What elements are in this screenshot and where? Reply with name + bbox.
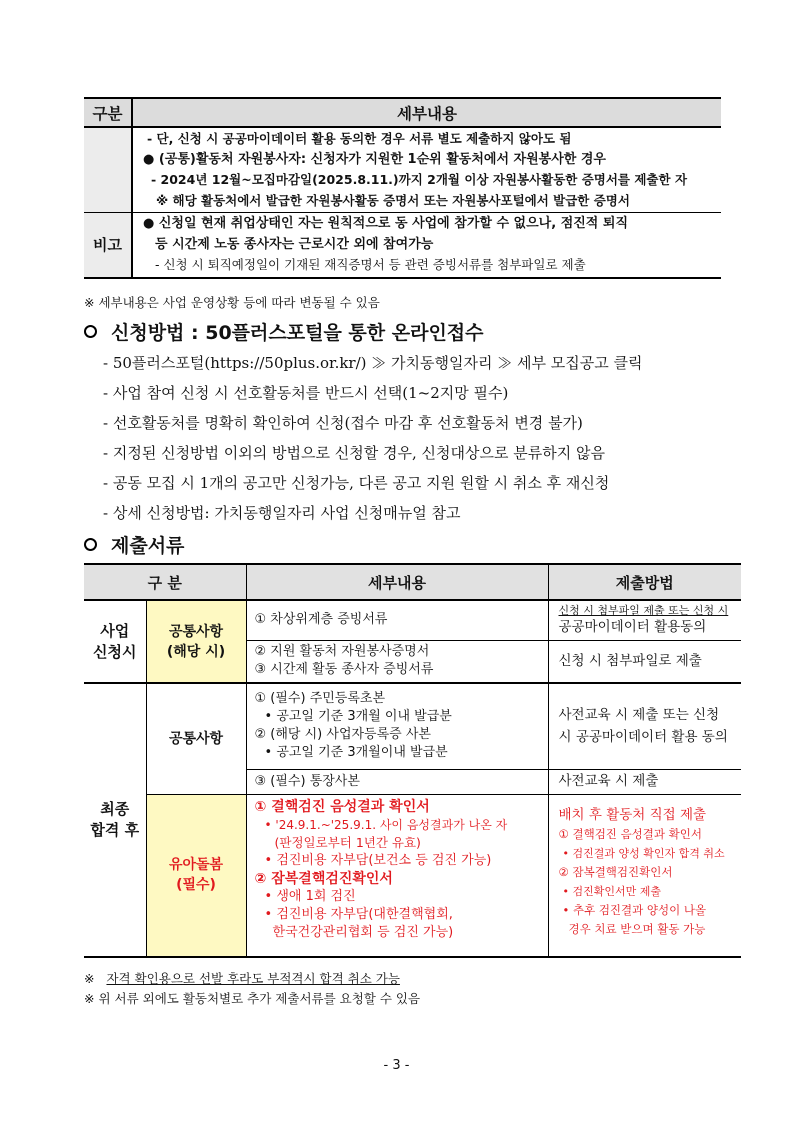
detail-line: ② 지원 활동처 자원봉사증명서 bbox=[254, 644, 430, 660]
method-cell: 사전교육 시 제출 bbox=[548, 769, 741, 794]
label-line: (필수) bbox=[176, 877, 216, 894]
method-item: - 선호활동처를 명확히 확인하여 신청(접수 마감 후 선호활동처 변경 불가) bbox=[103, 414, 583, 432]
remarks-cell bbox=[132, 213, 721, 278]
detail-line: ② 잠복결핵검진확인서 bbox=[254, 870, 393, 887]
header-category: 구분 bbox=[84, 98, 132, 127]
detail-line: (판정일로부터 1년간 유효) bbox=[274, 834, 421, 850]
doc-bankbook-copy: ③ (필수) 통장사본 bbox=[246, 769, 548, 794]
method-item: - 50플러스포털(https://50plus.or.kr/) ≫ 가치동행일자리 ≫ 세부 모집공고 클릭 bbox=[103, 354, 643, 372]
section-title: 제출서류 bbox=[111, 535, 185, 557]
header-method: 제출방법 bbox=[548, 564, 741, 600]
label-line: 합격 후 bbox=[90, 821, 140, 839]
note-text: 자격 확인용으로 선발 후라도 부적격시 합격 취소 가능 bbox=[106, 971, 400, 986]
page-number: - 3 - bbox=[383, 1058, 410, 1073]
method-line: • 추후 검진결과 양성이 나올 bbox=[562, 902, 707, 917]
detail-line: • 검진비용 자부담(보건소 등 검진 가능) bbox=[264, 852, 492, 868]
label-line: 유아돌봄 bbox=[168, 857, 224, 874]
common-label: 공통사항 bbox=[146, 683, 246, 794]
doc-volunteer-proof bbox=[246, 640, 548, 683]
method-cell: 신청 시 첨부파일로 제출 bbox=[548, 640, 741, 683]
detail-line: ● (공통)활동처 자원봉사자: 신청자가 지원한 1순위 활동처에서 자원봉사한 경우 bbox=[143, 151, 606, 167]
method-line: 시 공공마이데이터 활용 동의 bbox=[558, 729, 728, 746]
detail-line: ③ 시간제 활동 종사자 증빙서류 bbox=[254, 662, 434, 678]
documents-table bbox=[84, 563, 741, 958]
label-line: 사업 bbox=[100, 621, 130, 640]
detail-line: • '24.9.1.~'25.9.1. 사이 음성결과가 나온 자 bbox=[264, 817, 508, 832]
detail-line: • 공고일 기준 3개월이내 발급분 bbox=[264, 745, 448, 761]
method-cell bbox=[548, 600, 741, 640]
group-final-label bbox=[84, 683, 146, 957]
method-item: - 상세 신청방법: 가치동행일자리 사업 신청매뉴얼 참고 bbox=[103, 504, 461, 522]
header-details: 세부내용 bbox=[132, 98, 721, 127]
label-line: 신청시 bbox=[93, 642, 137, 661]
disqualification-note bbox=[84, 969, 400, 987]
additional-docs-note: ※ 위 서류 외에도 활동처별로 추가 제출서류를 요청할 수 있음 bbox=[84, 991, 421, 1006]
circle-bullet-icon bbox=[84, 538, 97, 551]
method-cell bbox=[548, 794, 741, 957]
childcare-label bbox=[146, 794, 246, 957]
section-title: 신청방법 : 50플러스포털을 통한 온라인접수 bbox=[111, 322, 484, 344]
detail-line: • 공고일 기준 3개월 이내 발급분 bbox=[264, 709, 452, 725]
detail-line: • 생애 1회 검진 bbox=[264, 888, 356, 904]
remark-line: - 신청 시 퇴직예정일이 기재된 재직증명서 등 관련 증빙서류를 첨부파일로 제출 bbox=[155, 257, 586, 272]
label-line: (해당 시) bbox=[166, 643, 226, 660]
detail-line: • 검진비용 자부담(대한결핵협회, bbox=[264, 906, 453, 922]
method-line: 배치 후 활동처 직접 제출 bbox=[558, 806, 707, 823]
method-line: 사전교육 시 제출 또는 신청 bbox=[558, 707, 720, 724]
change-note: ※ 세부내용은 사업 운영상황 등에 따라 변동될 수 있음 bbox=[84, 295, 380, 310]
method-line: 공공마이데이터 활용동의 bbox=[558, 619, 707, 636]
detail-line: ② (해당 시) 사업자등록증 사본 bbox=[254, 727, 431, 743]
detail-line: - 단, 신청 시 공공마이데이터 활용 동의한 경우 서류 별도 제출하지 않아도 됨 bbox=[147, 131, 572, 146]
method-item: - 사업 참여 신청 시 선호활동처를 반드시 선택(1~2지망 필수) bbox=[103, 384, 509, 402]
method-line: 경우 치료 받으며 활동 가능 bbox=[568, 921, 706, 936]
doc-tb-test bbox=[246, 794, 548, 957]
remark-line: 등 시간제 노동 종사자는 근로시간 외에 참여가능 bbox=[155, 236, 434, 252]
detail-table bbox=[84, 97, 721, 279]
section-application-method bbox=[84, 318, 484, 345]
method-item: - 지정된 신청방법 이외의 방법으로 신청할 경우, 신청대상으로 분류하지 않음 bbox=[103, 444, 605, 462]
remark-line: ● 신청일 현재 취업상태인 자는 원칙적으로 동 사업에 참가할 수 없으나, 점진적 퇴직 bbox=[143, 216, 629, 231]
detail-line: 한국건강관리협회 등 검진 가능) bbox=[272, 924, 454, 940]
group-application-label bbox=[84, 600, 146, 683]
remarks-label: 비고 bbox=[84, 213, 132, 278]
doc-resident-registration bbox=[246, 683, 548, 769]
circle-bullet-icon bbox=[84, 325, 97, 338]
common-applicable-label bbox=[146, 600, 246, 683]
label-line: 최종 bbox=[100, 800, 130, 818]
section-documents bbox=[84, 531, 184, 558]
category-cell-empty bbox=[84, 127, 132, 213]
header-category: 구 분 bbox=[84, 564, 246, 600]
header-details: 세부내용 bbox=[246, 564, 548, 600]
method-cell bbox=[548, 683, 741, 769]
method-item: - 공동 모집 시 1개의 공고만 신청가능, 다른 공고 지원 원할 시 취소 후 재신청 bbox=[103, 474, 610, 492]
detail-line: - 2024년 12월~모집마감일(2025.8.11.)까지 2개월 이상 자원봉사활동한 증명서를 제출한 자 bbox=[151, 172, 688, 187]
method-line: ② 잠복결핵검진확인서 bbox=[558, 864, 673, 879]
method-line: ① 결핵검진 음성결과 확인서 bbox=[558, 826, 702, 841]
note-mark: ※ bbox=[84, 971, 95, 986]
doc-low-income-proof: ① 차상위계층 증빙서류 bbox=[246, 600, 548, 640]
detail-line: ※ 해당 활동처에서 발급한 자원봉사활동 증명서 또는 자원봉사포털에서 발급한 증명서 bbox=[156, 192, 630, 208]
details-cell bbox=[132, 127, 721, 213]
detail-line: ① (필수) 주민등록초본 bbox=[254, 691, 386, 707]
label-line: 공통사항 bbox=[168, 623, 224, 640]
method-line: • 검진확인서만 제출 bbox=[562, 884, 662, 898]
method-line: 신청 시 첨부파일 제출 또는 신청 시 bbox=[558, 604, 729, 618]
method-line: • 검진결과 양성 확인자 합격 취소 bbox=[562, 846, 725, 860]
detail-line: ① 결핵검진 음성결과 확인서 bbox=[254, 798, 430, 815]
